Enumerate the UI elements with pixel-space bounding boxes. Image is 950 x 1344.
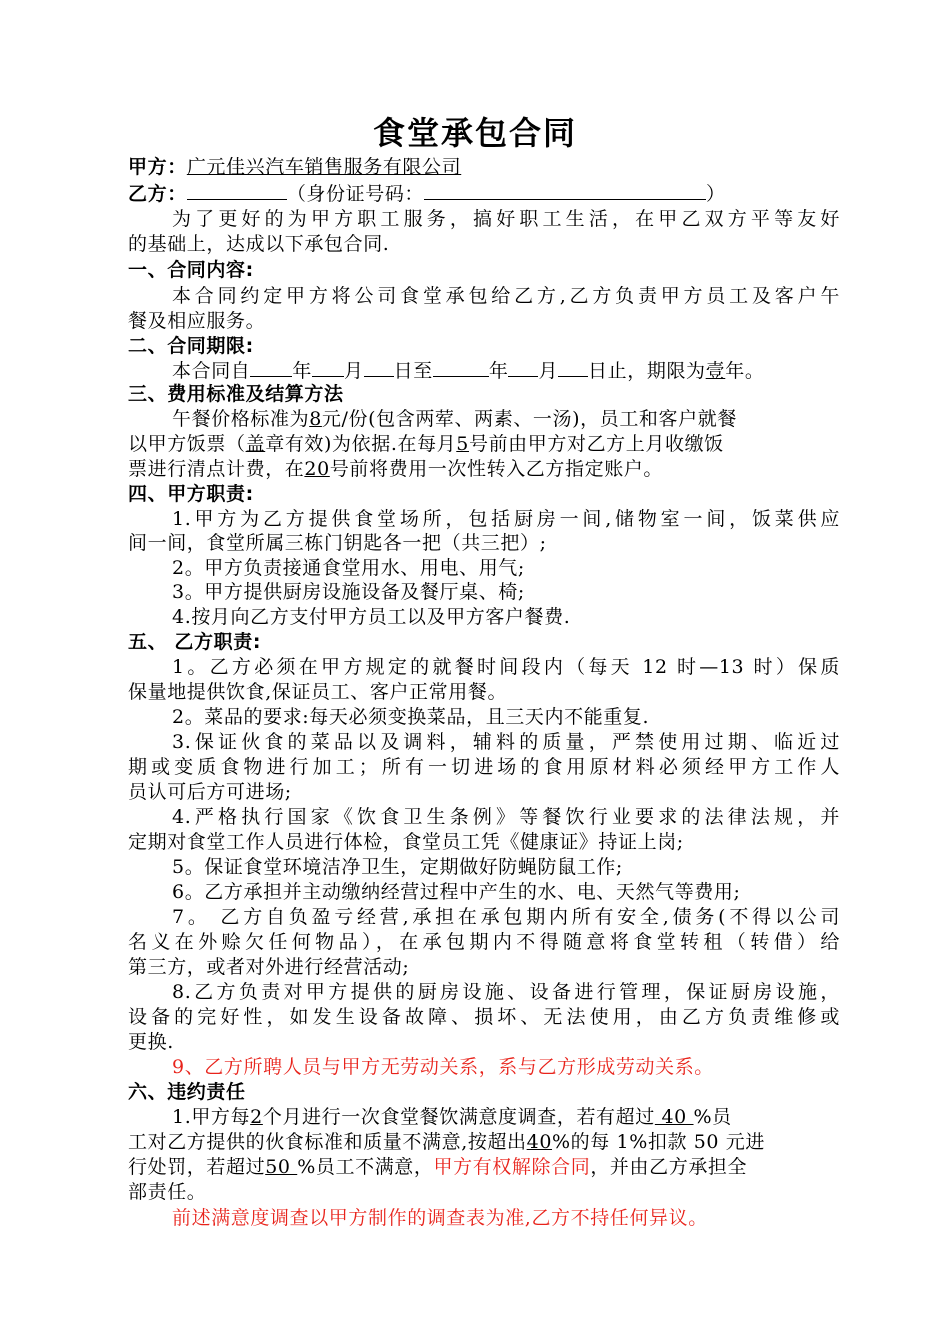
- section-5-line-2: 保量地提供饮食,保证员工、客户正常用餐。: [128, 681, 508, 703]
- section-5-line-9: 5。保证食堂环境洁净卫生，定期做好防蝇防鼠工作;: [172, 856, 623, 878]
- intro-line-1: 为了更好的为甲方职工服务，搞好职工生活，在甲乙双方平等友好: [172, 208, 840, 230]
- section-6-line-1: 1.甲方每2个月进行一次食堂餐饮满意度调查，若有超过 40 %员: [172, 1106, 732, 1128]
- end-day-blank: [558, 358, 588, 377]
- section-5-line-7: 4.严格执行国家《饮食卫生条例》等餐饮行业要求的法律法规，并: [172, 806, 840, 828]
- threshold-pct-3: 50: [265, 1156, 298, 1178]
- party-a-line: [128, 155, 840, 180]
- party-a-label: 甲方：: [128, 156, 187, 178]
- section-4-line-1: 1.甲方为乙方提供食堂场所，包括厨房一间,储物室一间，饭菜供应: [172, 508, 840, 530]
- section-5-line-5: 期或变质食物进行加工；所有一切进场的食用原材料必须经甲方工作人: [128, 756, 840, 778]
- section-5-line-1: 1。乙方必须在甲方规定的就餐时间段内（每天 12 时—13 时）保质: [172, 656, 840, 678]
- party-b-name-blank: [187, 181, 287, 200]
- section-4-line-3: 2。甲方负责接通食堂用水、用电、用气;: [172, 557, 525, 579]
- section-4-line-2: 间一间，食堂所属三栋门钥匙各一把（共三把）;: [128, 532, 547, 554]
- section-5-line-16: 更换.: [128, 1031, 174, 1053]
- party-b-id-blank: [424, 181, 706, 200]
- start-month-blank: [312, 358, 344, 377]
- section-5-red-clause: 9、乙方所聘人员与甲方无劳动关系，系与乙方形成劳动关系。: [172, 1056, 714, 1078]
- section-5-line-3: 2。菜品的要求:每天必须变换菜品，且三天内不能重复.: [172, 706, 650, 728]
- term-value: 壹: [705, 360, 726, 382]
- section-4-heading: 四、甲方职责:: [128, 483, 254, 505]
- threshold-pct-1: 40: [654, 1106, 694, 1128]
- meal-price: 8: [309, 408, 322, 430]
- party-b-id-suffix: ）: [706, 183, 726, 205]
- section-1-heading: 一、合同内容:: [128, 259, 254, 281]
- end-year-blank: [433, 358, 489, 377]
- section-5-line-10: 6。乙方承担并主动缴纳经营过程中产生的水、电、天然气等费用;: [172, 881, 741, 903]
- settlement-day-1: 5: [456, 433, 469, 455]
- section-5-line-4: 3.保证伙食的菜品以及调料，辅料的质量，严禁使用过期、临近过: [172, 731, 840, 753]
- section-3-heading: 三、费用标准及结算方法: [128, 383, 344, 405]
- termination-clause: 甲方有权解除合同: [433, 1156, 591, 1178]
- section-5-line-14: 8.乙方负责对甲方提供的厨房设施、设备进行管理，保证厨房设施，: [172, 981, 840, 1003]
- section-5-line-12: 名义在外赊欠任何物品），在承包期内不得随意将食堂转租（转借）给: [128, 931, 840, 953]
- start-year-blank: [250, 358, 292, 377]
- end-month-blank: [508, 358, 538, 377]
- party-b-line: [128, 181, 840, 206]
- threshold-pct-2: 40: [526, 1131, 553, 1153]
- section-3-line-2: 以甲方饭票（盖章有效)为依据.在每月5号前由甲方对乙方上月收缴饭: [128, 433, 724, 455]
- survey-interval: 2: [250, 1106, 263, 1128]
- section-6-red-note: 前述满意度调查以甲方制作的调查表为准,乙方不持任何异议。: [172, 1207, 708, 1229]
- section-2-heading: 二、合同期限:: [128, 335, 254, 357]
- section-5-heading: 五、 乙方职责:: [128, 631, 262, 653]
- intro-line-2: 的基础上，达成以下承包合同.: [128, 233, 390, 255]
- party-b-label: 乙方：: [128, 183, 187, 205]
- section-5-line-8: 定期对食堂工作人员进行体检，食堂员工凭《健康证》持证上岗;: [128, 831, 684, 853]
- section-1-line-1: 本合同约定甲方将公司食堂承包给乙方,乙方负责甲方员工及客户午: [172, 285, 840, 307]
- section-4-line-4: 3。甲方提供厨房设施设备及餐厅桌、椅;: [172, 581, 525, 603]
- section-1-line-2: 餐及相应服务。: [128, 310, 266, 332]
- section-6-line-3: 行处罚，若超过50 %员工不满意，甲方有权解除合同，并由乙方承担全: [128, 1156, 748, 1178]
- section-6-heading: 六、违约责任: [128, 1081, 246, 1103]
- document-title: 食堂承包合同: [372, 114, 577, 152]
- section-5-line-13: 第三方，或者对外进行经营活动;: [128, 956, 410, 978]
- party-b-id-prefix: （身份证号码：: [286, 183, 425, 205]
- section-6-line-2: 工对乙方提供的伙食标准和质量不满意,按超出40%的每 1%扣款 50 元进: [128, 1131, 765, 1153]
- party-a-name: 广元佳兴汽车销售服务有限公司: [186, 156, 462, 178]
- section-3-line-1: 午餐价格标准为8元/份(包含两荤、两素、一汤)，员工和客户就餐: [172, 408, 737, 430]
- section-5-line-6: 员认可后方可进场;: [128, 781, 292, 803]
- section-5-line-11: 7。 乙方自负盈亏经营,承担在承包期内所有安全,债务(不得以公司: [172, 906, 840, 928]
- start-day-blank: [364, 358, 394, 377]
- section-2-line-1: 本合同自 年 月 日至 年 月 日止，期限为壹年。: [172, 360, 765, 382]
- settlement-day-2: 20: [304, 458, 330, 480]
- section-4-line-5: 4.按月向乙方支付甲方员工以及甲方客户餐费.: [172, 606, 571, 628]
- section-3-line-3: 票进行清点计费，在20号前将费用一次性转入乙方指定账户。: [128, 458, 663, 480]
- section-5-line-15: 设备的完好性，如发生设备故障、损坏、无法使用，由乙方负责维修或: [128, 1006, 840, 1028]
- section-6-line-4: 部责任。: [128, 1181, 207, 1203]
